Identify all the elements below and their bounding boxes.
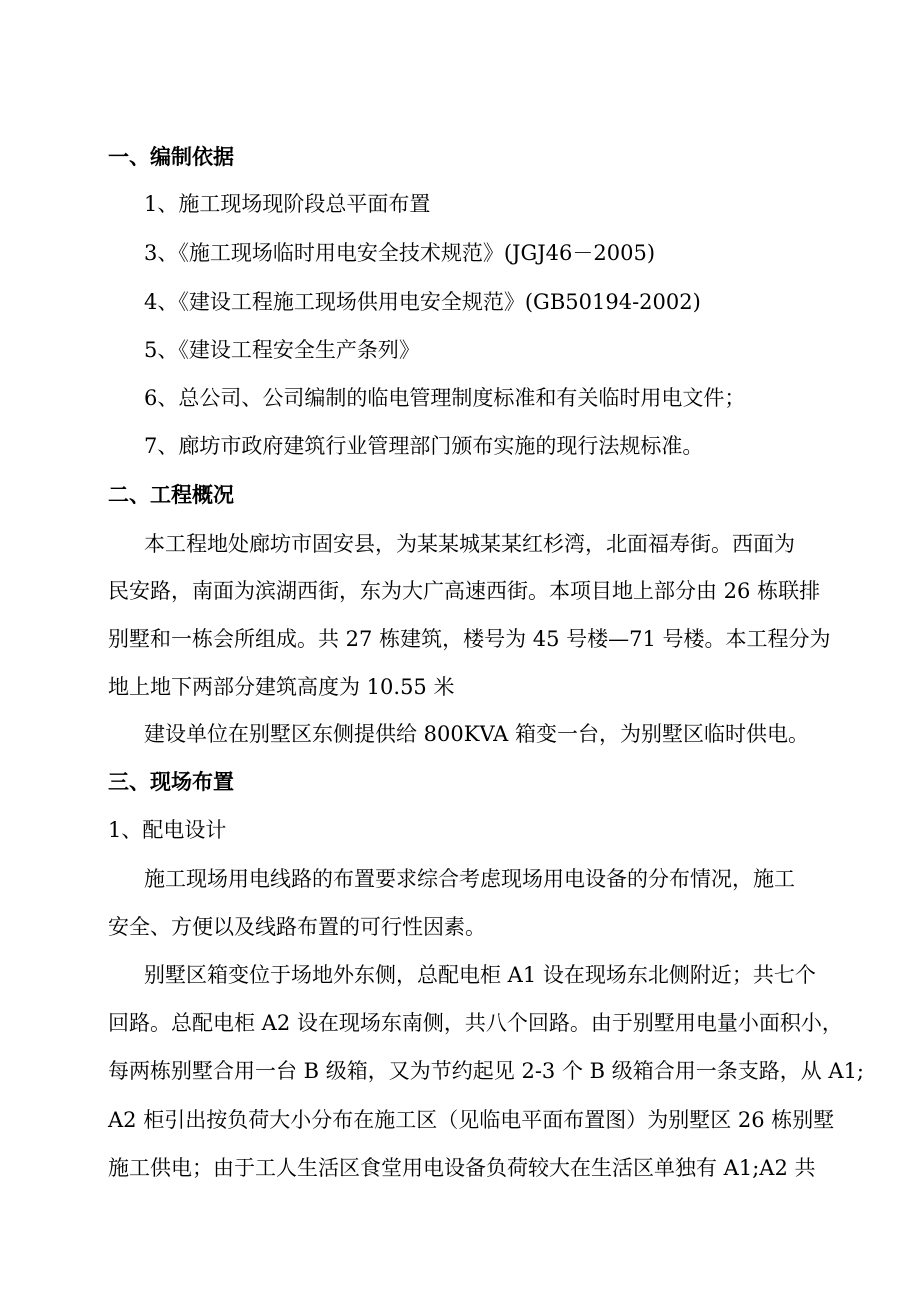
overview-para-2: 建设单位在别墅区东侧提供给 800KVA 箱变一台，为别墅区临时供电。 (144, 722, 810, 746)
basis-item-1: 1、施工现场现阶段总平面布置 (144, 192, 431, 216)
basis-item-4: 4、《建设工程施工现场供用电安全规范》(GB50194-2002) (144, 290, 701, 314)
basis-item-5: 5、《建设工程安全生产条列》 (144, 338, 420, 362)
heading-layout: 三、现场布置 (108, 769, 234, 794)
layout-para1-line-1: 施工现场用电线路的布置要求综合考虑现场用电设备的分布情况，施工 (144, 867, 795, 891)
subheading-power-design: 1、配电设计 (108, 818, 227, 842)
basis-item-6: 6、总公司、公司编制的临电管理制度标准和有关临时用电文件； (144, 386, 746, 410)
overview-line-4: 地上地下两部分建筑高度为 10.55 米 (108, 675, 455, 699)
layout-para2-line-4: A2 柜引出按负荷大小分布在施工区（见临电平面布置图）为别墅区 26 栋别墅 (108, 1108, 835, 1132)
overview-line-3: 别墅和一栋会所组成。共 27 栋建筑，楼号为 45 号楼—71 号楼。本工程分为 (108, 627, 831, 651)
layout-para1-line-2: 安全、方便以及线路布置的可行性因素。 (108, 915, 486, 939)
overview-line-2: 民安路，南面为滨湖西街，东为大广高速西街。本项目地上部分由 26 栋联排 (108, 579, 821, 603)
basis-item-7: 7、廊坊市政府建筑行业管理部门颁布实施的现行法规标准。 (144, 434, 704, 458)
basis-item-3: 3、《施工现场临时用电安全技术规范》(JGJ46－2005) (144, 241, 656, 265)
overview-line-1: 本工程地处廊坊市固安县，为某某城某某红杉湾，北面福寿街。西面为 (144, 532, 795, 556)
layout-para2-line-3: 每两栋别墅合用一台 B 级箱，又为节约起见 2-3 个 B 级箱合用一条支路，从 A1; (108, 1059, 865, 1083)
heading-overview: 二、工程概况 (108, 482, 234, 507)
layout-para2-line-2: 回路。总配电柜 A2 设在现场东南侧，共八个回路。由于别墅用电量小面积小， (108, 1011, 843, 1035)
layout-para2-line-1: 别墅区箱变位于场地外东侧，总配电柜 A1 设在现场东北侧附近；共七个 (144, 963, 816, 987)
heading-basis: 一、编制依据 (108, 144, 234, 169)
layout-para2-line-5: 施工供电；由于工人生活区食堂用电设备负荷较大在生活区单独有 A1;A2 共 (108, 1156, 816, 1180)
